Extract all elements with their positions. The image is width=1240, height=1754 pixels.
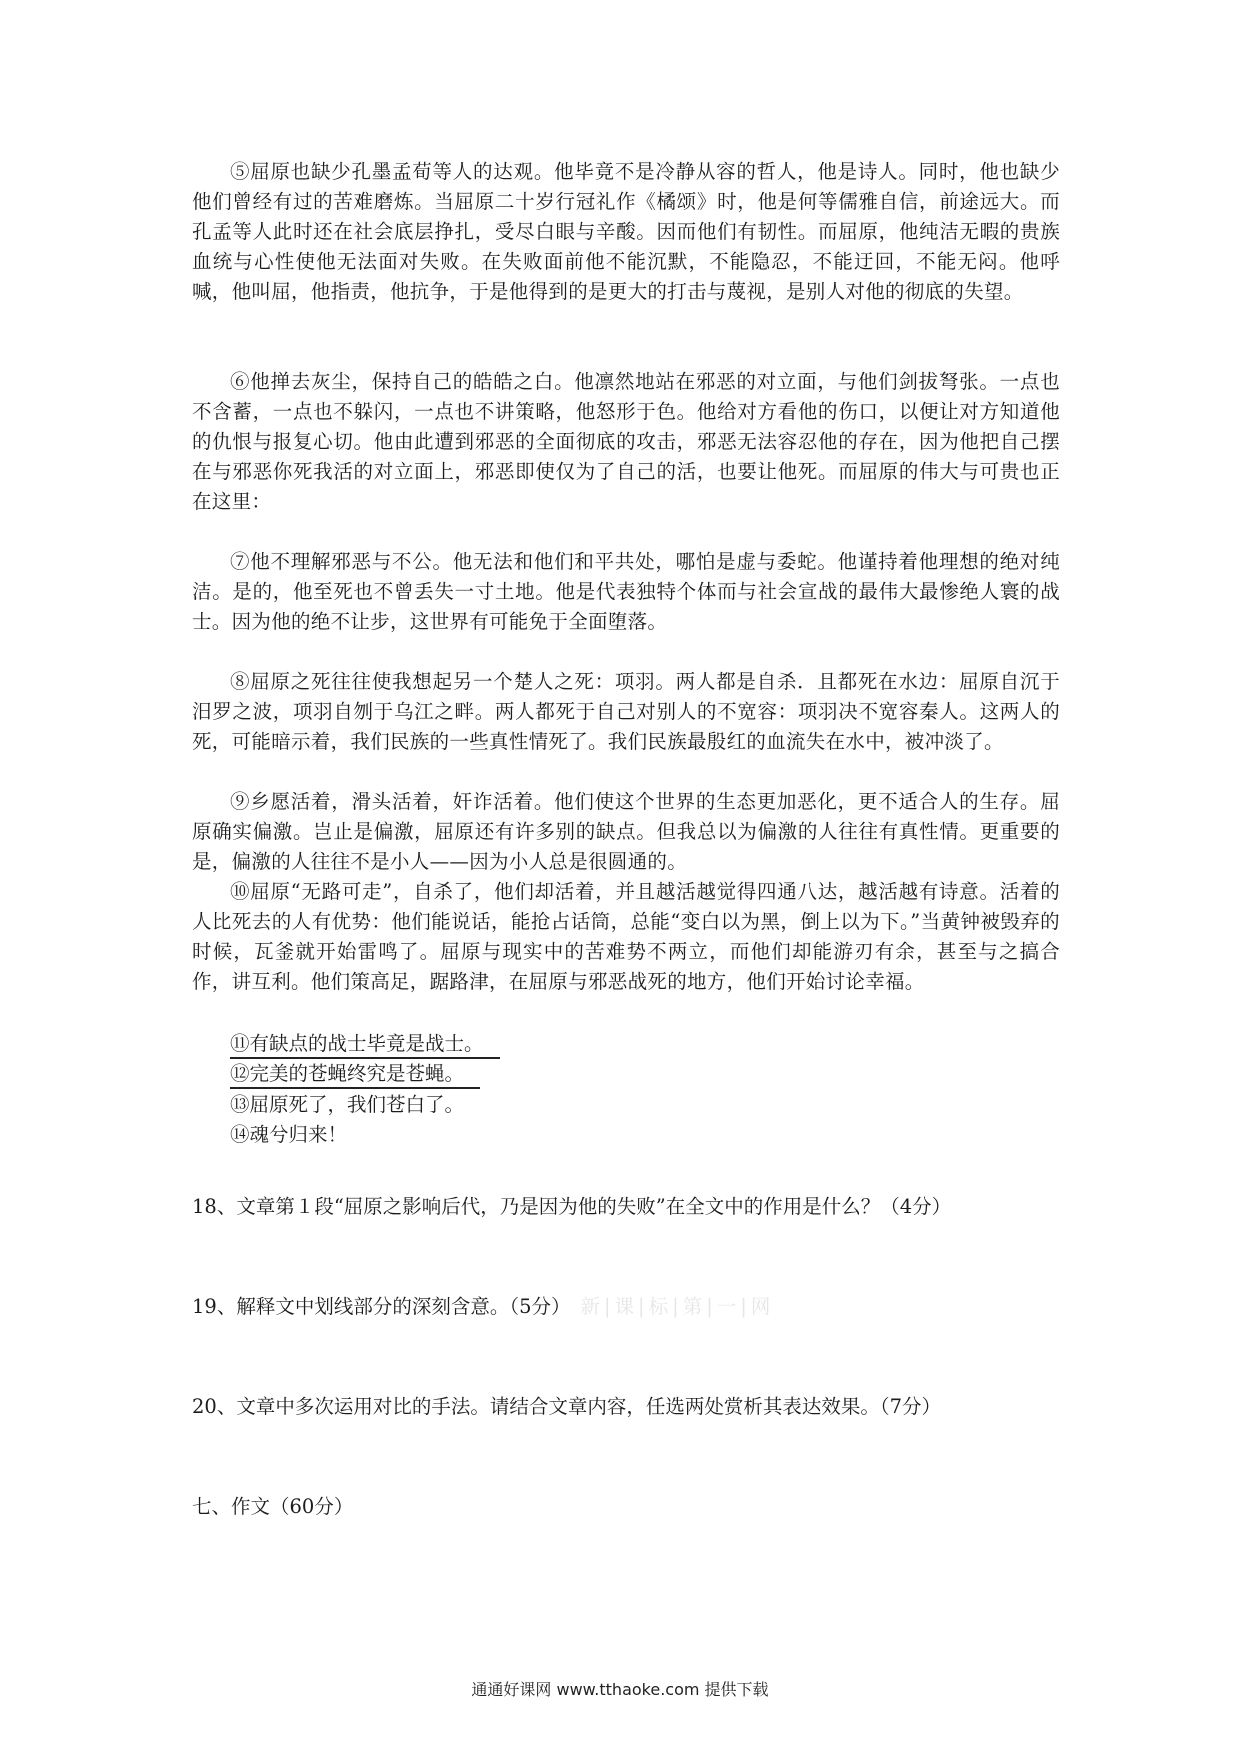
underlined-sentence-11: ⑪有缺点的战士毕竟是战士。: [230, 1030, 500, 1059]
section-7-heading: 七、作文（60分）: [192, 1495, 354, 1518]
footer: 通通好课网 www.tthaoke.com 提供下载: [471, 1680, 769, 1699]
sentence-13: ⑬屈原死了，我们苍白了。: [230, 1093, 465, 1116]
question-19-text: 19、解释文中划线部分的深刻含意。（5分）: [192, 1295, 571, 1318]
question-19: [192, 1292, 774, 1322]
paragraph-10: ⑩屈原“无路可走”，自杀了，他们却活着，并且越活越觉得四通八达，越活越有诗意。活着的人比死去的人有优势：他们能说话，能抢占话筒，总能“变白以为黑，倒上以为下。”当黄钟被毁弃的时候，瓦釜就开始雷鸣了。屈原与现实中的苦难势不两立，而他们却能游刃有余，甚至与之搞合作，讲互利。他们策高足，踞路津，在屈原与邪恶战死的地方，他们开始讨论幸福。: [192, 880, 1060, 993]
sentence-14: ⑭魂兮归来！: [230, 1123, 348, 1146]
paragraph-7: ⑦他不理解邪恶与不公。他无法和他们和平共处，哪怕是虚与委蛇。他谨持着他理想的绝对纯洁。是的，他至死也不曾丢失一寸土地。他是代表独特个体而与社会宣战的最伟大最惨绝人寰的战士。因为他的绝不让步，这世界有可能免于全面堕落。: [192, 550, 1060, 633]
watermark-text: 新|课|标|第|一|网: [580, 1295, 775, 1318]
paragraph-9: ⑨乡愿活着，滑头活着，奸诈活着。他们使这个世界的生态更加恶化，更不适合人的生存。屈原确实偏激。岂止是偏激，屈原还有许多别的缺点。但我总以为偏激的人往往有真性情。更重要的是，偏激的人往往不是小人——因为小人总是很圆通的。: [192, 790, 1060, 873]
underlined-sentence-12: ⑫完美的苍蝇终究是苍蝇。: [230, 1060, 480, 1089]
question-18: 18、文章第１段“屈原之影响后代，乃是因为他的失败”在全文中的作用是什么？（4分）: [192, 1195, 952, 1218]
question-20: 20、文章中多次运用对比的手法。请结合文章内容，任选两处赏析其表达效果。（7分）: [192, 1395, 941, 1418]
paragraph-6: ⑥他掸去灰尘，保持自己的皓皓之白。他凛然地站在邪恶的对立面，与他们剑拔弩张。一点也不含蓄，一点也不躲闪，一点也不讲策略，他怒形于色。他给对方看他的伤口，以便让对方知道他的仇恨与报复心切。他由此遭到邪恶的全面彻底的攻击，邪恶无法容忍他的存在，因为他把自己摆在与邪恶你死我活的对立面上，邪恶即使仅为了自己的活，也要让他死。而屈原的伟大与可贵也正在这里：: [192, 370, 1060, 513]
paragraph-8: ⑧屈原之死往往使我想起另一个楚人之死：项羽。两人都是自杀．且都死在水边：屈原自沉于汨罗之波，项羽自刎于乌江之畔。两人都死于自己对别人的不宽容：项羽决不宽容秦人。这两人的死，可能暗示着，我们民族的一些真性情死了。我们民族最殷红的血流失在水中，被冲淡了。: [192, 670, 1060, 753]
paragraph-5: ⑤屈原也缺少孔墨孟荀等人的达观。他毕竟不是冷静从容的哲人，他是诗人。同时，他也缺少他们曾经有过的苦难磨炼。当屈原二十岁行冠礼作《橘颂》时，他是何等儒雅自信，前途远大。而孔孟等人此时还在社会底层挣扎，受尽白眼与辛酸。因而他们有韧性。而屈原，他纯洁无暇的贵族血统与心性使他无法面对失败。在失败面前他不能沉默，不能隐忍，不能迂回，不能无闷。他呼喊，他叫屈，他指责，他抗争，于是他得到的是更大的打击与蔑视，是别人对他的彻底的失望。: [192, 160, 1060, 303]
